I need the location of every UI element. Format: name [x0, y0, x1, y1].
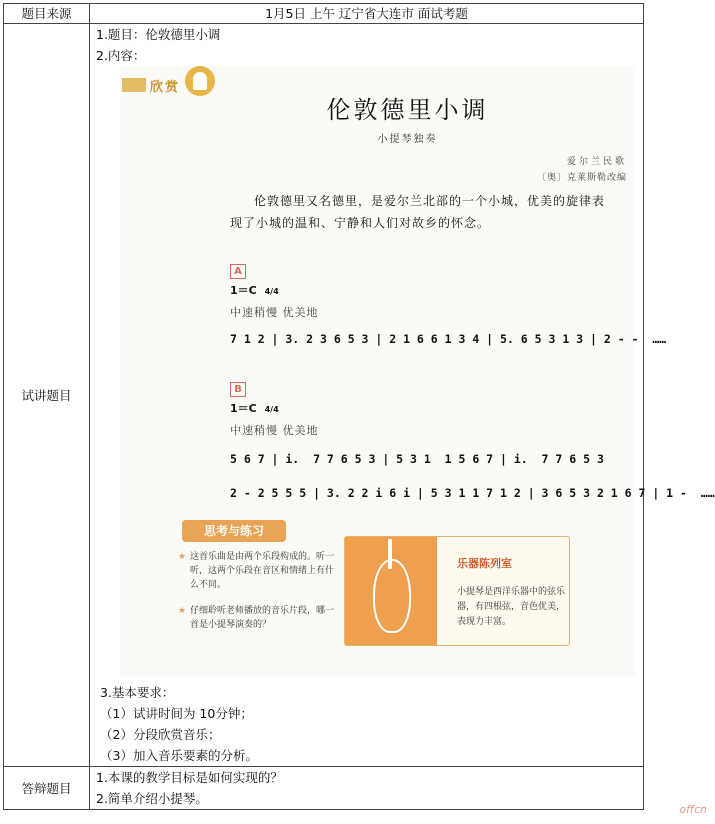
section-a-meter: 4/4 — [264, 287, 279, 296]
trial-row — [4, 24, 644, 767]
song-arranger: 〔奥〕克莱斯勒改编 — [536, 173, 627, 183]
source-label: 题目来源 — [4, 4, 90, 24]
song-intro: 伦敦德里又名德里，是爱尔兰北部的一个小城，优美的旋律表现了小城的温和、宁静和人们对故乡的怀念。 — [230, 194, 606, 230]
content-label: 2.内容： — [96, 48, 146, 63]
watermark-logo: offcn — [679, 803, 707, 816]
section-b-key-text: 1＝C — [230, 402, 257, 415]
appreciation-tag: 欣赏 — [150, 80, 181, 95]
section-b-meter: 4/4 — [264, 405, 279, 414]
header-row — [4, 4, 644, 24]
trial-content — [90, 24, 715, 767]
requirements-title: 3.基本要求： — [100, 685, 175, 700]
star-icon: ★ — [178, 552, 187, 562]
defense-content — [90, 767, 644, 810]
exercise-item-text: 仔细聆听老师播放的音乐片段，哪一首是小提琴演奏的？ — [190, 606, 335, 630]
source-value: 1月5日 上午 辽宁省大连市 面试考题 — [90, 4, 644, 24]
section-b-notation-line1: 5 6 7 | i. 7 7 6 5 3 | 5 3 1 1 5 6 7 | i. 7 7 6 5 3 — [230, 452, 604, 466]
section-b-mark: B — [230, 382, 246, 397]
section-b-notation-line2: 2 - 2 5 5 5 | 3. 2 2 i 6 i | 5 3 1 1 7 1 2 | 3 6 5 3 2 1 6 7 | 1 - …… — [230, 486, 715, 500]
exercise-badge: 思考与练习 — [182, 520, 286, 542]
defense-label: 答辩题目 — [4, 767, 90, 810]
star-icon: ★ — [178, 606, 187, 616]
section-a-mark: A — [230, 264, 246, 279]
song-origin: 爱尔兰民歌 — [566, 157, 627, 167]
requirement-item: （1）试讲时间为 10分钟； — [100, 706, 253, 721]
song-title: 伦敦德里小调 — [326, 96, 489, 124]
section-a-notation: 7 1 2 | 3. 2 3 6 5 3 | 2 1 6 6 1 3 4 | 5. 6 5 3 1 3 | 2 - - …… — [230, 332, 667, 346]
violin-icon — [373, 559, 411, 633]
requirement-item: （2）分段欣赏音乐； — [100, 727, 221, 742]
defense-row — [4, 767, 644, 810]
exercise-item — [176, 604, 340, 632]
defense-question: 1.本课的教学目标是如何实现的？ — [96, 770, 283, 785]
section-a-key-text: 1＝C — [230, 284, 257, 297]
trial-label: 试讲题目 — [4, 24, 90, 767]
exercise-item-text: 这首乐曲是由两个乐段构成的。听一听，这两个乐段在音区和情绪上有什么不同。 — [190, 552, 335, 590]
exercise-item — [176, 550, 340, 592]
textbook-page — [120, 66, 715, 676]
instrument-text: 小提琴是西洋乐器中的弦乐器，有四根弦，音色优美，表现力丰富。 — [457, 587, 566, 627]
defense-question: 2.简单介绍小提琴。 — [96, 791, 208, 806]
trial-title: 1.题目：伦敦德里小调 — [96, 27, 221, 42]
section-a-key — [230, 282, 279, 298]
instrument-box — [344, 536, 570, 646]
section-a-tempo: 中速稍慢 优美地 — [230, 306, 319, 319]
song-subtitle: 小提琴独奏 — [377, 134, 438, 145]
violin-picture — [345, 537, 437, 645]
section-b-tempo: 中速稍慢 优美地 — [230, 424, 319, 437]
instrument-title: 乐器陈列室 — [457, 557, 512, 570]
requirement-item: （3）加入音乐要素的分析。 — [100, 748, 258, 763]
exercise-box — [176, 520, 348, 650]
section-b-key — [230, 400, 279, 416]
